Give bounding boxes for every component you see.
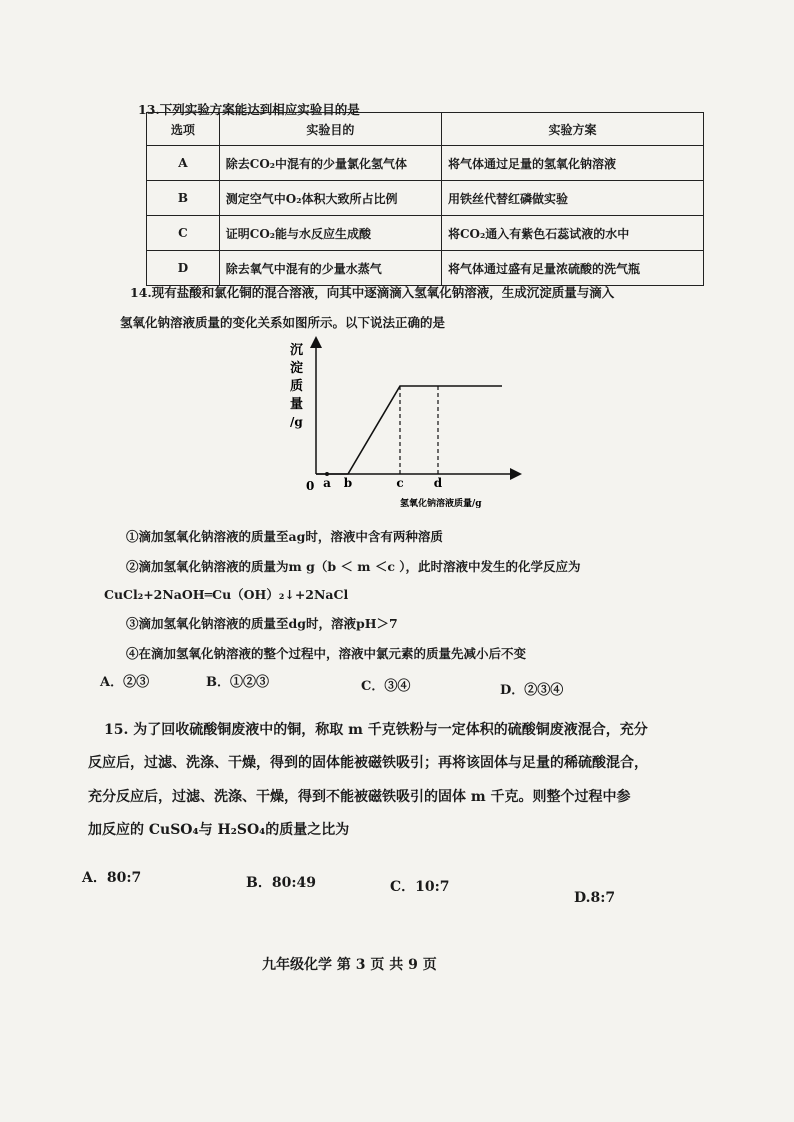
statement-2: ②滴加氢氧化钠溶液的质量为m g（b ＜ m ＜c ），此时溶液中发生的化学反应为 xyxy=(126,559,581,574)
q14-stem-line1: 14.现有盐酸和氯化铜的混合溶液，向其中逐滴滴入氢氧化钠溶液，生成沉淀质量与滴入 xyxy=(130,285,615,300)
tick-label-d: d xyxy=(433,476,443,490)
precipitate-chart xyxy=(280,334,530,514)
page-footer: 九年级化学 第 3 页 共 9 页 xyxy=(262,957,437,973)
header-purpose: 实验目的 xyxy=(219,113,441,146)
row-plan: 将CO₂通入有紫色石蕊试液的水中 xyxy=(441,216,703,251)
table-row xyxy=(147,181,704,216)
q13-table xyxy=(146,112,704,286)
q14-choice-b: B．①②③ xyxy=(206,675,269,690)
q13-title: 13.下列实验方案能达到相应实验目的是 xyxy=(138,102,360,117)
q15-choice-b: B．80:49 xyxy=(246,875,316,891)
tick-label-c: c xyxy=(396,476,404,490)
row-option: D xyxy=(147,251,220,286)
table-row xyxy=(147,146,704,181)
row-plan: 用铁丝代替红磷做实验 xyxy=(441,181,703,216)
row-purpose: 证明CO₂能与水反应生成酸 xyxy=(219,216,441,251)
y-label-char-3: 质 xyxy=(290,379,304,394)
q14-choice-a: A．②③ xyxy=(100,675,150,690)
table-row xyxy=(147,251,704,286)
q15-line-4: 加反应的 CuSO₄与 H₂SO₄的质量之比为 xyxy=(88,822,350,838)
row-option: A xyxy=(147,146,220,181)
row-purpose: 除去氧气中混有的少量水蒸气 xyxy=(219,251,441,286)
row-option: B xyxy=(147,181,220,216)
row-option: C xyxy=(147,216,220,251)
header-option: 选项 xyxy=(147,113,220,146)
x-axis-label: 氢氧化钠溶液质量/g xyxy=(400,499,482,509)
statement-4: ④在滴加氢氧化钠溶液的整个过程中，溶液中氯元素的质量先减小后不变 xyxy=(126,646,527,661)
y-label-char-4: 量 xyxy=(290,397,304,412)
q15-choice-a: A．80:7 xyxy=(82,870,142,886)
statement-3: ③滴加氢氧化钠溶液的质量至dg时，溶液pH＞7 xyxy=(126,616,398,631)
tick-label-a: a xyxy=(323,476,331,490)
q15-choice-c: C．10:7 xyxy=(390,879,450,895)
q15-line-1: 15. 为了回收硫酸铜废液中的铜，称取 m 千克铁粉与一定体积的硫酸铜废液混合，充分 xyxy=(104,722,648,738)
row-purpose: 除去CO₂中混有的少量氯化氢气体 xyxy=(219,146,441,181)
header-plan: 实验方案 xyxy=(441,113,703,146)
table-header-row xyxy=(147,113,704,146)
row-plan: 将气体通过盛有足量浓硫酸的洗气瓶 xyxy=(441,251,703,286)
row-plan: 将气体通过足量的氢氧化钠溶液 xyxy=(441,146,703,181)
q14-choice-d: D．②③④ xyxy=(500,683,564,698)
row-purpose: 测定空气中O₂体积大致所占比例 xyxy=(219,181,441,216)
q15-choice-d: D.8:7 xyxy=(574,890,616,906)
series-line xyxy=(316,386,502,474)
table-row xyxy=(147,216,704,251)
statement-2-equation: CuCl₂+2NaOH═Cu（OH）₂↓+2NaCl xyxy=(104,587,349,602)
y-label-char-2: 淀 xyxy=(290,361,304,376)
y-label-char-1: 沉 xyxy=(290,343,304,358)
q14-stem-line2: 氢氧化钠溶液质量的变化关系如图所示。以下说法正确的是 xyxy=(120,315,446,330)
tick-label-b: b xyxy=(343,476,353,490)
q14-choice-c: C．③④ xyxy=(361,679,411,694)
q15-line-3: 充分反应后，过滤、洗涤、干燥，得到不能被磁铁吸引的固体 m 千克。则整个过程中参 xyxy=(88,789,631,805)
q15-line-2: 反应后，过滤、洗涤、干燥，得到的固体能被磁铁吸引；再将该固体与足量的稀硫酸混合， xyxy=(88,755,648,771)
origin-label: 0 xyxy=(306,479,315,493)
y-label-unit: /g xyxy=(290,415,303,429)
statement-1: ①滴加氢氧化钠溶液的质量至ag时，溶液中含有两种溶质 xyxy=(126,529,443,544)
